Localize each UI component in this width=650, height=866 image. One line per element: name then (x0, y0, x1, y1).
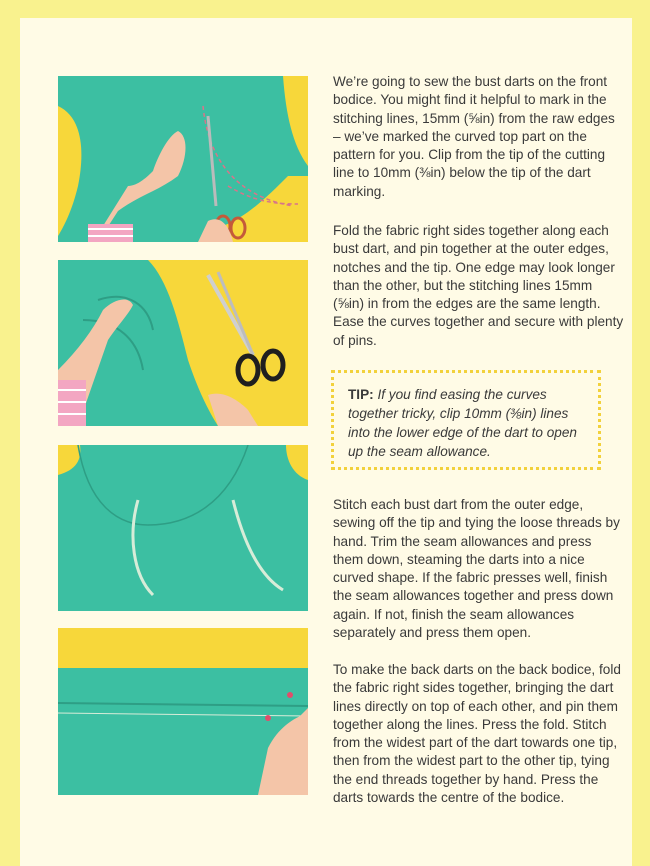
step-4-text: To make the back darts on the back bodice, fold the fabric right sides together, bringing the dart lines directly on top of each other, and pin them together along the lines. Press the fold. Stitch from the widest part of the dart towards one tip, then from the widest part to the other tip, tying the end threads together by hand. Press the darts towards the centre of the bodice. (333, 662, 621, 806)
step-2-illustration (58, 260, 308, 426)
step-2-text: Fold the fabric right sides together along each bust dart, and pin together at the outer edges, notches and the tip. One edge may look longer than the other, but the stitching lines 15mm (⅝in) in from the edges are the same length. Ease the curves together and secure with plenty of pins. (333, 223, 624, 348)
step-1-text: We’re going to sew the bust darts on the front bodice. You might find it helpful to mark in the stitching lines, 15mm (⅝in) from the raw edges – we’ve marked the curved top part on the pattern for you. Clip from the tip of the cutting line to 10mm (⅜in) below the tip of the dart marking. (333, 74, 615, 199)
tip-text: If you find easing the curves together tricky, clip 10mm (⅜in) lines into the lower edge of the dart to open up the seam allowance. (348, 387, 577, 459)
instruction-page (20, 18, 632, 866)
step-1-photo (58, 76, 308, 242)
step-4-illustration (58, 628, 308, 795)
step-3-photo (58, 445, 308, 611)
step-1-illustration (58, 76, 308, 242)
tip-label: TIP: (348, 387, 374, 402)
step-3-text: Stitch each bust dart from the outer edge, sewing off the tip and tying the loose threads by hand. Trim the seam allowances and press them down, steaming the darts into a nice curved shape. If the fabric presses well, finish the seam allowances together and press down again. If not, finish the seam allowances separately and press them open. (333, 497, 620, 641)
tip-box (331, 370, 601, 470)
step-4-photo (58, 628, 308, 795)
step-3-illustration (58, 445, 308, 611)
step-2-photo (58, 260, 308, 426)
